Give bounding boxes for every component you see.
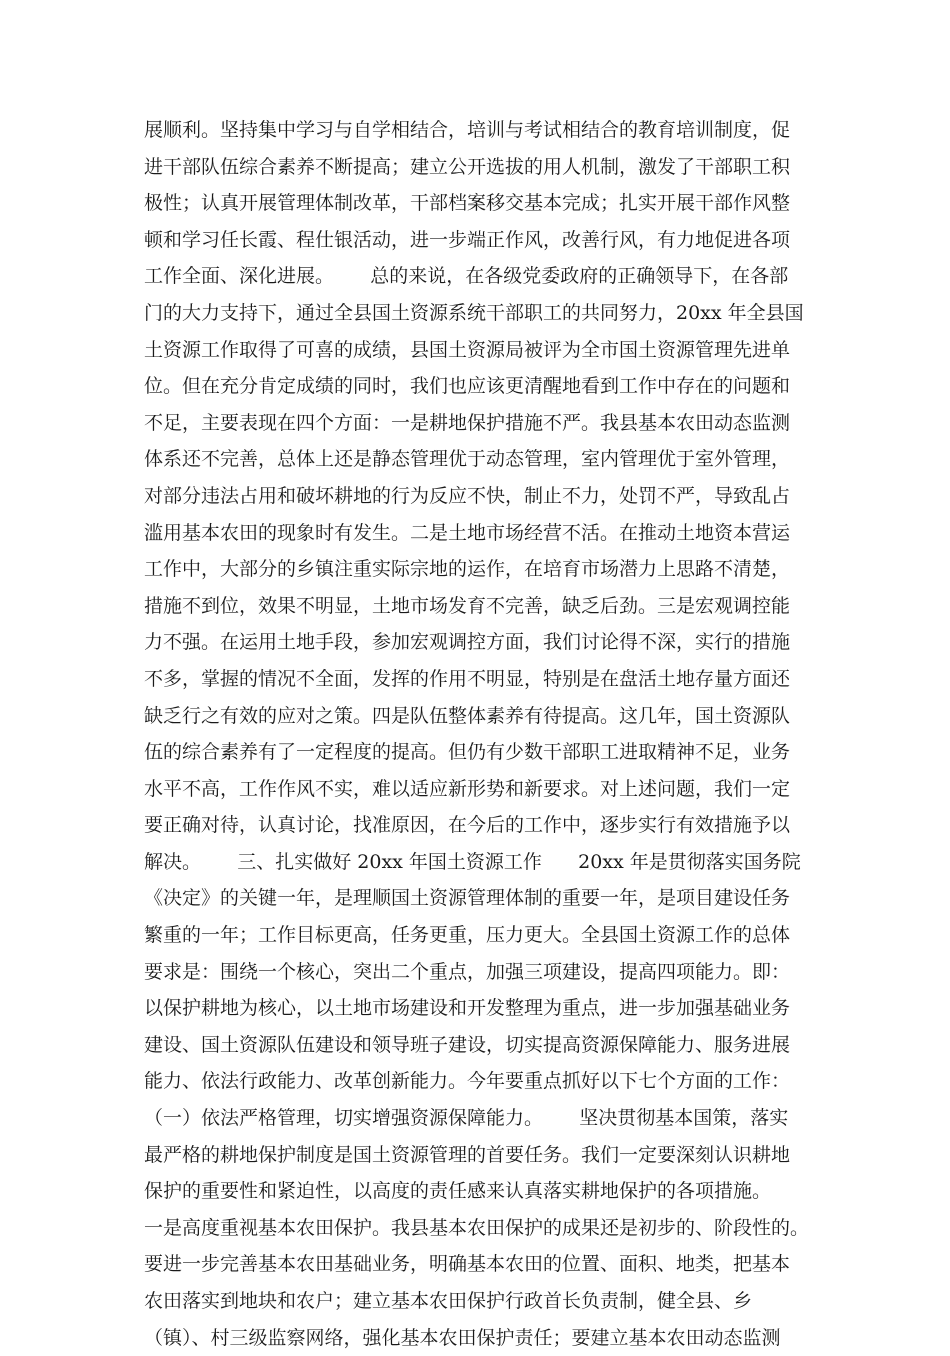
text-line: 《决定》的关键一年，是理顺国土资源管理体制的重要一年，是项目建设任务 xyxy=(144,887,791,910)
text-line: 伍的综合素养有了一定程度的提高。但仍有少数干部职工进取精神不足，业务 xyxy=(144,741,791,764)
text-line: 农田落实到地块和农户；建立基本农田保护行政首长负责制，健全县、乡 xyxy=(144,1290,753,1312)
text-line: 最严格的耕地保护制度是国土资源管理的首要任务。我们一定要深刻认识耕地 xyxy=(144,1143,791,1166)
text-line: 不足，主要表现在四个方面：一是耕地保护措施不严。我县基本农田动态监测 xyxy=(144,411,791,434)
text-line: 保护的重要性和紧迫性，以高度的责任感来认真落实耕地保护的各项措施。 xyxy=(144,1180,772,1203)
text-line: 要正确对待，认真讨论，找准原因，在今后的工作中，逐步实行有效措施予以 xyxy=(144,814,791,837)
text-line: 工作中，大部分的乡镇注重实际宗地的运作，在培育市场潜力上思路不清楚， xyxy=(144,558,791,581)
text-line: 不多，掌握的情况不全面，发挥的作用不明显，特别是在盘活土地存量方面还 xyxy=(144,667,791,690)
text-line: 解决。 三、扎实做好 20xx 年国土资源工作 20xx 年是贯彻落实国务院 xyxy=(144,850,801,873)
text-line: （一）依法严格管理，切实增强资源保障能力。 坚决贯彻基本国策，落实 xyxy=(144,1107,789,1130)
text-line: 力不强。在运用土地手段，参加宏观调控方面，我们讨论得不深，实行的措施 xyxy=(144,631,791,654)
text-line: 进干部队伍综合素养不断提高；建立公开选拔的用人机制，激发了干部职工积 xyxy=(144,155,791,178)
text-line: 要进一步完善基本农田基础业务，明确基本农田的位置、面积、地类，把基本 xyxy=(144,1253,791,1276)
text-line: 以保护耕地为核心，以土地市场建设和开发整理为重点，进一步加强基础业务 xyxy=(144,997,791,1020)
text-line: 水平不高，工作作风不实，难以适应新形势和新要求。对上述问题，我们一定 xyxy=(144,777,791,800)
body-text xyxy=(144,112,824,1356)
text-line: 工作全面、深化进展。 总的来说，在各级党委政府的正确领导下，在各部 xyxy=(144,265,789,288)
text-line: 顿和学习任长霞、程仕银活动，进一步端正作风，改善行风，有力地促进各项 xyxy=(144,228,791,251)
text-line: 能力、依法行政能力、改革创新能力。今年要重点抓好以下七个方面的工作： xyxy=(144,1070,791,1093)
text-line: 滥用基本农田的现象时有发生。二是土地市场经营不活。在推动土地资本营运 xyxy=(144,521,791,544)
text-line: 体系还不完善，总体上还是静态管理优于动态管理，室内管理优于室外管理， xyxy=(144,448,791,471)
text-line: 建设、国土资源队伍建设和领导班子建设，切实提高资源保障能力、服务进展 xyxy=(144,1033,791,1056)
text-line: 极性；认真开展管理体制改革，干部档案移交基本完成；扎实开展干部作风整 xyxy=(144,192,791,215)
text-line: 一是高度重视基本农田保护。我县基本农田保护的成果还是初步的、阶段性的。 xyxy=(144,1216,810,1239)
text-line: 繁重的一年；工作目标更高，任务更重，压力更大。全县国土资源工作的总体 xyxy=(144,924,791,947)
text-line: 缺乏行之有效的应对之策。四是队伍整体素养有待提高。这几年，国土资源队 xyxy=(144,704,791,727)
text-line: 土资源工作取得了可喜的成绩，县国土资源局被评为全市国土资源管理先进单 xyxy=(144,338,791,361)
text-line: 位。但在充分肯定成绩的同时，我们也应该更清醒地看到工作中存在的问题和 xyxy=(144,375,791,398)
text-line: 要求是：围绕一个核心，突出二个重点，加强三项建设，提高四项能力。即： xyxy=(144,960,791,983)
text-line: 门的大力支持下，通过全县国土资源系统干部职工的共同努力，20xx 年全县国 xyxy=(144,301,804,324)
text-line: 展顺利。坚持集中学习与自学相结合，培训与考试相结合的教育培训制度，促 xyxy=(144,119,791,141)
text-line: （镇）、村三级监察网络，强化基本农田保护责任；要建立基本农田动态监测 xyxy=(144,1326,781,1349)
text-line: 措施不到位，效果不明显，土地市场发育不完善，缺乏后劲。三是宏观调控能 xyxy=(144,594,791,617)
text-line: 对部分违法占用和破坏耕地的行为反应不快，制止不力，处罚不严，导致乱占 xyxy=(144,484,791,507)
